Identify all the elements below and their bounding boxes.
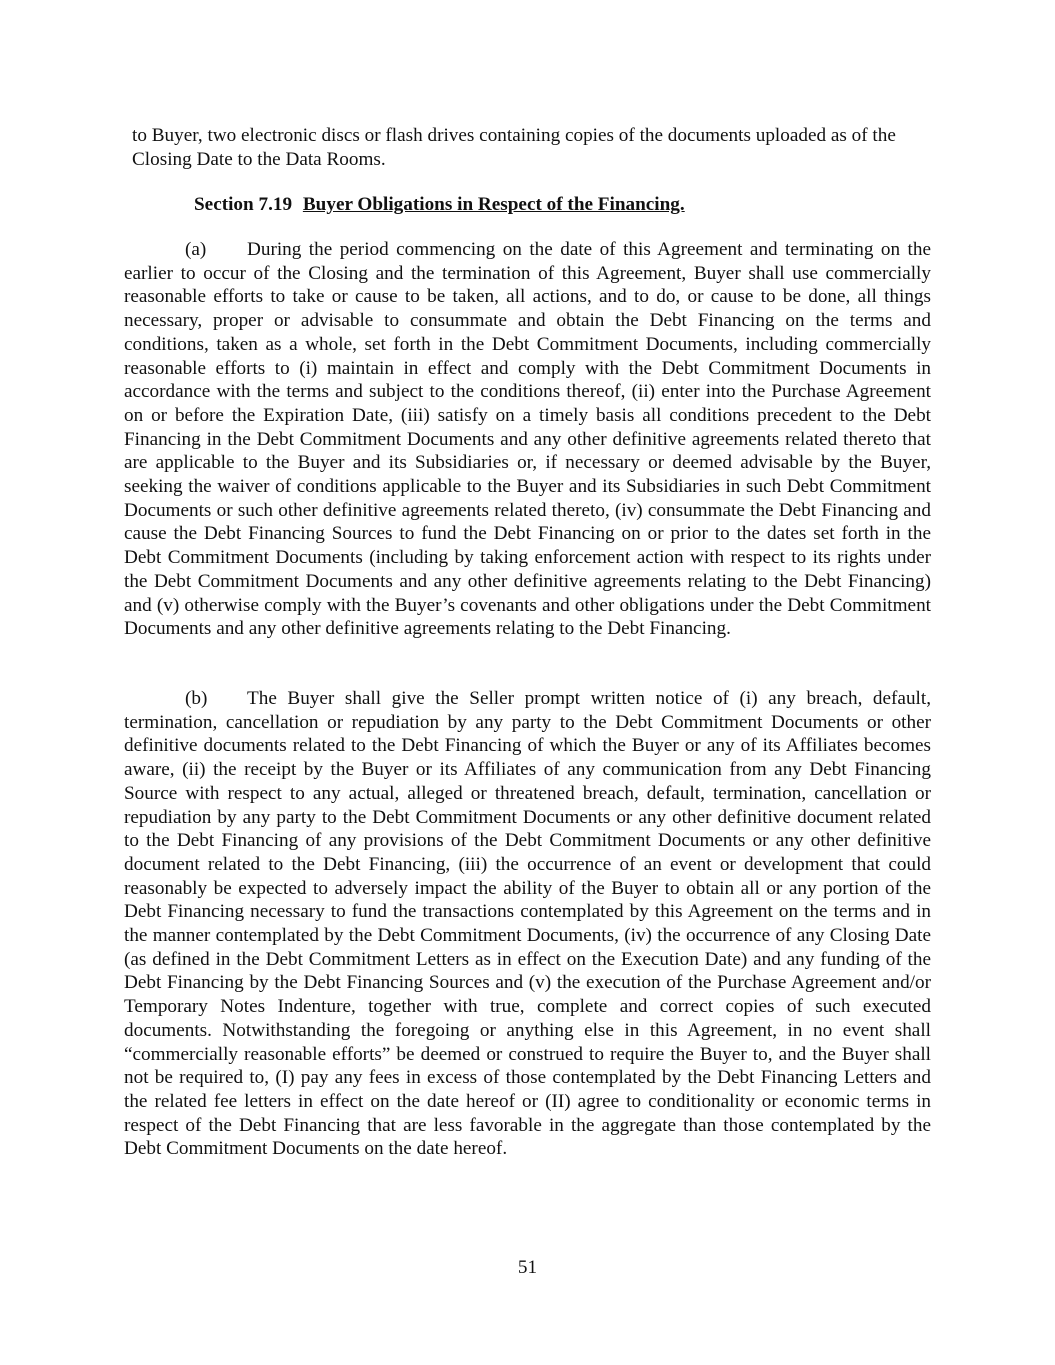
section-title: Buyer Obligations in Respect of the Financing. xyxy=(302,194,685,215)
paragraph-a-text: During the period commencing on the date of this Agreement and terminating on the earlier to occur of the Closing and the termination of this Agreement, Buyer shall use commercially reasonable efforts to take or cause to be taken, all actions, and to do, or cause to be done, all things necessary, proper or advisable to consummate and obtain the Debt Financing on the terms and conditions, taken as a whole, set forth in the Debt Commitment Documents, including commercially reasonable efforts to (i) maintain in effect and comply with the Debt Commitment Documents in accordance with the terms and subject to the conditions thereof, (ii) enter into the Purchase Agreement on or before the Expiration Date, (iii) satisfy on a timely basis all conditions precedent to the Debt Financing in the Debt Commitment Documents and any other definitive agreements related thereto that are applicable to the Buyer and its Subsidiaries or, if necessary or deemed advisable by the Buyer, seeking the waiver of conditions applicable to the Buyer and its Subsidiaries in such Debt Commitment Documents or such other definitive agreements related thereto, (iv) consummate the Debt Financing and cause the Debt Financing Sources to fund the Debt Financing on or prior to the dates set forth in the Debt Commitment Documents (including by taking enforcement action with respect to its rights under the Debt Commitment Documents and any other definitive agreements relating to the Debt Financing) and (v) otherwise comply with the Buyer’s covenants and other obligations under the Debt Commitment Documents and any other definitive agreements relating to the Debt Financing. xyxy=(124,239,931,640)
paragraph-b-label: (b) xyxy=(185,688,208,709)
paragraph-a xyxy=(124,238,931,641)
page-number: 51 xyxy=(517,1257,538,1278)
section-heading xyxy=(194,193,685,217)
paragraph-b-text: The Buyer shall give the Seller prompt written notice of (i) any breach, default, termination, cancellation or repudiation by any party to the Debt Commitment Documents or other definitive documents related to the Debt Financing of which the Buyer or any of its Affiliates becomes aware, (ii) the receipt by the Buyer or its Affiliates of any communication from any Debt Financing Source with respect to any actual, alleged or threatened breach, default, termination, cancellation or repudiation by any party to the Debt Commitment Documents or any other definitive document related to the Debt Financing of any provisions of the Debt Commitment Documents or any other definitive document related to the Debt Financing, (iii) the occurrence of an event or development that could reasonably be expected to adversely impact the ability of the Buyer to obtain all or any portion of the Debt Financing necessary to fund the transactions contemplated by this Agreement on the terms and in the manner contemplated by the Debt Commitment Documents, (iv) the occurrence of any Closing Date (as defined in the Debt Commitment Letters as in effect on the Execution Date) and any funding of the Debt Financing by the Debt Financing Sources and (v) the execution of the Purchase Agreement and/or Temporary Notes Indenture, together with true, complete and correct copies of such executed documents. Notwithstanding the foregoing or anything else in this Agreement, in no event shall “commercially reasonable efforts” be deemed or construed to require the Buyer to, and the Buyer shall not be required to, (I) pay any fees in excess of those contemplated by the Debt Financing Letters and the related fee letters in effect on the date hereof or (II) agree to conditionality or economic terms in respect of the Debt Financing that are less favorable in the aggregate than those contemplated by the Debt Commitment Documents on the date hereof. xyxy=(124,688,931,1160)
paragraph-b xyxy=(124,687,931,1161)
section-number: Section 7.19 xyxy=(194,194,293,215)
continuation-paragraph: to Buyer, two electronic discs or flash drives containing copies of the documents uploaded as of the Closing Date to the Data Rooms. xyxy=(132,125,896,170)
paragraph-a-label: (a) xyxy=(185,239,207,260)
